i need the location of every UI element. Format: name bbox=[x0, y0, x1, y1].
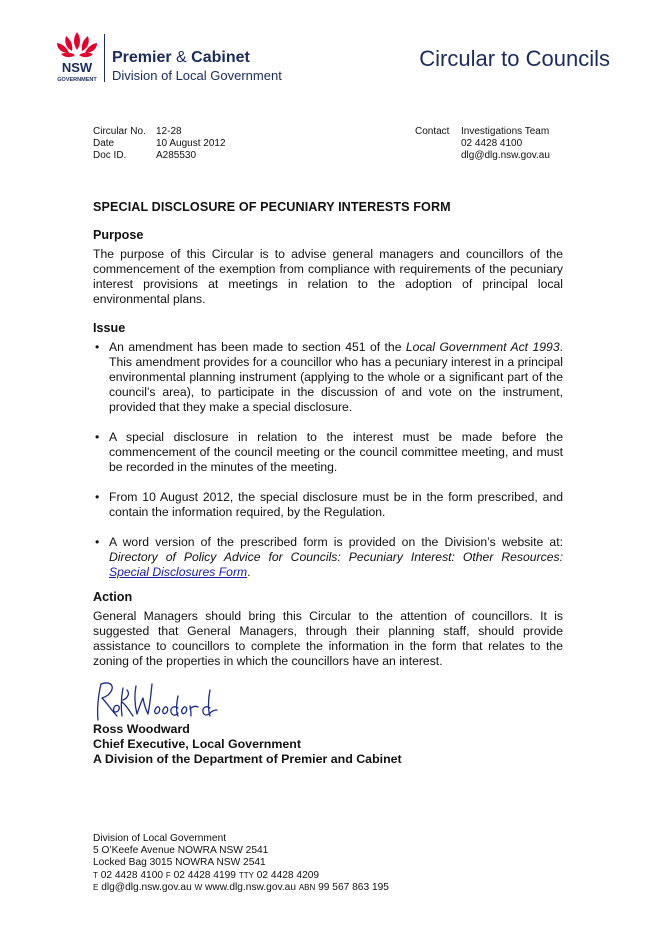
phone-label: T bbox=[93, 870, 98, 880]
issue-heading: Issue bbox=[93, 321, 126, 335]
bullet-text: . This amendment provides for a councillor who has a pecuniary interest in a principal environmental planning instrument (applying to the whole or a significant part of the council’s area), to participate in the discussion of and vote on the instrument, provided that they make a special disclosure. bbox=[109, 340, 563, 414]
contact-label: Contact bbox=[415, 126, 450, 137]
meta-label: Date bbox=[93, 138, 115, 149]
abn-label: ABN bbox=[298, 882, 316, 892]
bullet-text: . bbox=[247, 565, 251, 579]
meta-row bbox=[93, 138, 226, 150]
nsw-government-logo bbox=[52, 30, 102, 86]
phone-value: 02 4428 4100 bbox=[100, 869, 164, 881]
email-label: E bbox=[93, 882, 99, 892]
footer-contact bbox=[93, 833, 389, 894]
meta-value: 12-28 bbox=[156, 126, 182, 137]
signatory-org: A Division of the Department of Premier and Cabinet bbox=[93, 752, 402, 766]
footer-web-line bbox=[93, 882, 389, 894]
meta-value: 10 August 2012 bbox=[156, 138, 226, 149]
org-name bbox=[112, 49, 250, 67]
web-value: www.dlg.nsw.gov.au bbox=[205, 881, 296, 893]
contact-phone: 02 4428 4100 bbox=[461, 138, 523, 149]
meta-row bbox=[93, 150, 226, 162]
bullet-text: An amendment has been made to section 451 of the bbox=[109, 340, 406, 354]
document-title: SPECIAL DISCLOSURE OF PECUNIARY INTERESTS FORM bbox=[93, 200, 451, 214]
logo-text: NSW bbox=[61, 60, 93, 75]
issue-list bbox=[93, 340, 563, 580]
circular-meta bbox=[93, 126, 226, 162]
division-name: Division of Local Government bbox=[112, 68, 282, 83]
list-item bbox=[93, 490, 563, 520]
bullet-text: A special disclosure in relation to the interest must be made before the commencement of the council meeting or the council committee meeting, and must be recorded in the minutes of the meeting. bbox=[109, 430, 563, 474]
handwritten-signature bbox=[90, 676, 218, 726]
purpose-text: The purpose of this Circular is to advise general managers and councillors of the commencement of the exemption from compliance with requirements of the pecuniary interest provisions at meetings in relation to the adoption of principal local environmental plans. bbox=[93, 247, 563, 306]
fax-value: 02 4428 4199 bbox=[173, 869, 236, 881]
list-item bbox=[93, 340, 563, 415]
logo-subtext: GOVERNMENT bbox=[57, 77, 97, 83]
meta-label: Doc ID. bbox=[93, 150, 127, 161]
meta-row bbox=[415, 138, 550, 150]
footer-division: Division of Local Government bbox=[93, 833, 227, 844]
footer-postal-address: Locked Bag 3015 NOWRA NSW 2541 bbox=[93, 857, 266, 869]
fax-label: F bbox=[165, 870, 171, 880]
signatory-name: Ross Woodward bbox=[93, 722, 190, 736]
action-heading: Action bbox=[93, 590, 133, 604]
list-item bbox=[93, 535, 563, 580]
brand-divider bbox=[104, 34, 105, 82]
special-disclosures-form-link[interactable]: Special Disclosures Form bbox=[109, 565, 248, 579]
meta-label: Circular No. bbox=[93, 126, 146, 137]
signatory-block bbox=[93, 722, 402, 767]
org-name-part1: Premier bbox=[112, 49, 172, 66]
footer-phone-line bbox=[93, 870, 389, 882]
meta-row bbox=[415, 126, 550, 138]
contact-email: dlg@dlg.nsw.gov.au bbox=[461, 150, 550, 161]
web-label: W bbox=[194, 882, 203, 892]
act-name: Local Government Act 1993 bbox=[405, 340, 560, 354]
doc-type-title: Circular to Councils bbox=[419, 46, 610, 71]
contact-meta bbox=[415, 126, 550, 162]
org-name-part2: Cabinet bbox=[191, 49, 250, 66]
tty-label: TTY bbox=[238, 870, 254, 880]
list-item bbox=[93, 430, 563, 475]
org-name-amp: & bbox=[171, 49, 192, 66]
email-value: dlg@dlg.nsw.gov.au bbox=[101, 881, 192, 893]
meta-value: A285530 bbox=[156, 150, 197, 161]
bullet-text: From 10 August 2012, the special disclosure must be in the form prescribed, and contain the information required, by the Regulation. bbox=[109, 490, 563, 519]
tty-value: 02 4428 4209 bbox=[256, 869, 320, 881]
abn-value: 99 567 863 195 bbox=[318, 881, 389, 893]
footer-street-address: 5 O’Keefe Avenue NOWRA NSW 2541 bbox=[93, 845, 269, 857]
action-text: General Managers should bring this Circular to the attention of councillors. It is suggested that General Managers, through their planning staff, should provide assistance to councillors to complete the information in the form that relates to the zoning of the properties in which the councillors have an interest. bbox=[93, 609, 563, 668]
bullet-text: A word version of the prescribed form is provided on the Division’s website at: bbox=[109, 535, 563, 549]
circular-body bbox=[93, 200, 563, 669]
meta-row bbox=[415, 150, 550, 162]
signatory-role: Chief Executive, Local Government bbox=[93, 737, 301, 751]
purpose-heading: Purpose bbox=[93, 228, 144, 242]
meta-row bbox=[93, 126, 226, 138]
contact-team: Investigations Team bbox=[461, 126, 550, 137]
website-path: Directory of Policy Advice for Councils: Pecuniary Interest: Other Resources: bbox=[109, 550, 563, 564]
